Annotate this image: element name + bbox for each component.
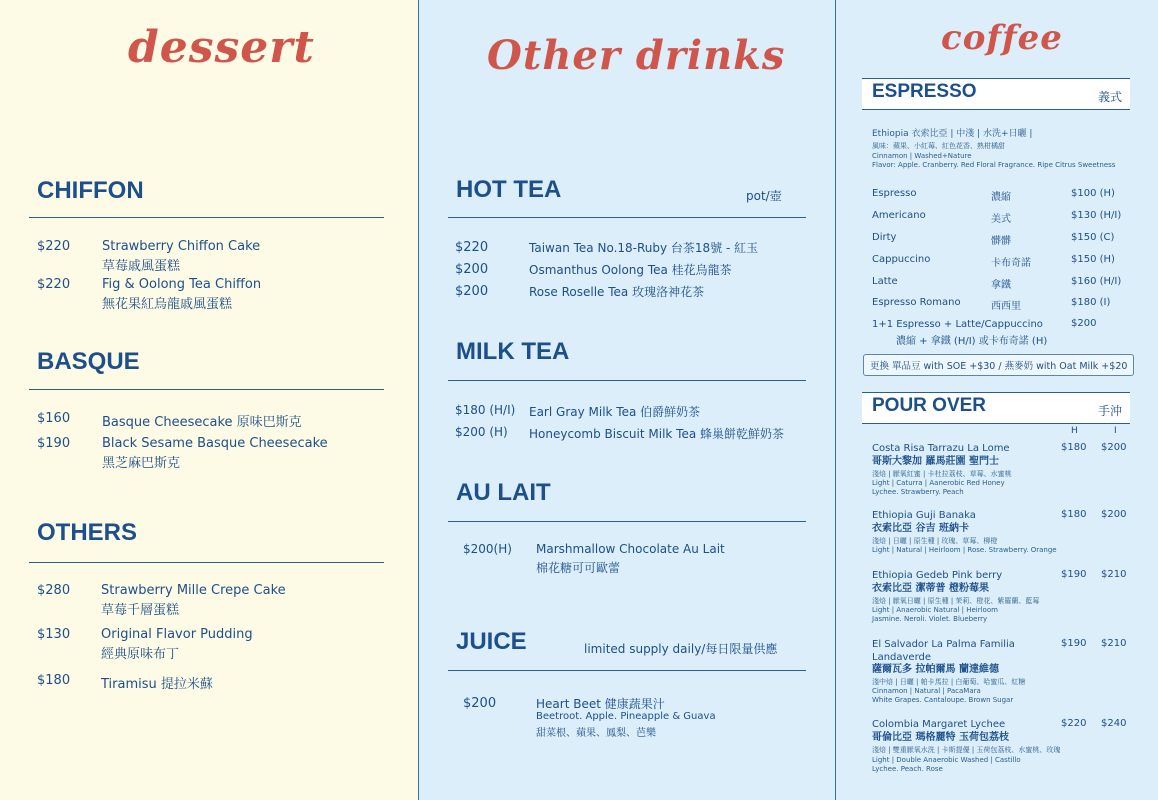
col-hot-header: H: [1071, 426, 1078, 436]
item-price: $220: [37, 239, 71, 254]
pour-over-item-detail: Jasmine. Neroli. Violet. Blueberry: [872, 615, 988, 623]
pour-over-item-detail: Light | Caturra | Aanerobic Red Honey: [872, 479, 1005, 487]
item-price: $280: [37, 583, 71, 598]
item-price: $220: [455, 240, 489, 255]
other-drinks-panel: [418, 0, 835, 800]
section-heading-espresso: ESPRESSO: [872, 81, 977, 102]
item-name: Original Flavor Pudding: [101, 627, 253, 642]
pour-over-item-detail: 淺焙 | 厭氧日曬 | 原生種 | 茉莉、橙花、紫羅蘭、藍莓: [872, 597, 1040, 605]
item-name: Earl Gray Milk Tea 伯爵鮮奶茶: [529, 405, 701, 419]
espresso-item-zh: 濃縮: [991, 192, 1011, 203]
espresso-heading-zh: 義式: [1098, 90, 1123, 104]
pour-over-item-detail: White Grapes. Cantaloupe. Brown Sugar: [872, 696, 1014, 704]
pour-over-item-zh: 衣索比亞 潔蒂普 橙粉莓果: [872, 583, 989, 594]
pour-over-item-name: Costa Risa Tarrazu La Lome: [872, 443, 1010, 454]
item-name: Basque Cheesecake 原味巴斯克: [102, 415, 302, 430]
item-name: Osmanthus Oolong Tea 桂花烏龍茶: [529, 263, 732, 277]
item-name-zh: 黑芝麻巴斯克: [102, 456, 181, 471]
dessert-title: dessert: [128, 22, 315, 73]
pour-over-item-zh: 哥斯大黎加 羅馬莊園 聖門士: [872, 456, 999, 467]
combo-zh: 濃縮 + 拿鐵 (H/I) 或卡布奇諾 (H): [896, 336, 1048, 347]
pour-over-item-detail: Light | Double Anaerobic Washed | Castillo: [872, 756, 1021, 764]
item-price: $160: [37, 411, 71, 426]
item-name-zh: 棉花糖可可歐蕾: [536, 561, 621, 575]
section-heading-pour-over: POUR OVER: [872, 395, 987, 416]
item-name: Strawberry Chiffon Cake: [102, 239, 261, 254]
item-name-zh: 經典原味布丁: [101, 647, 180, 662]
pour-over-item-detail: Cinnamon | Natural | PacaMara: [872, 687, 981, 695]
pour-over-price-hot: $220: [1061, 718, 1087, 729]
item-name-zh: 甜菜根、蘋果、鳳梨、芭樂: [536, 728, 656, 739]
pour-over-price-iced: $200: [1101, 442, 1127, 453]
section-heading-basque: BASQUE: [37, 348, 140, 375]
espresso-item-price: $130 (H/I): [1071, 210, 1122, 221]
espresso-item-price: $150 (H): [1071, 254, 1115, 265]
section-heading-hot-tea: HOT TEA: [456, 176, 562, 203]
espresso-item-zh: 拿鐵: [991, 280, 1011, 291]
pour-over-price-hot: $180: [1061, 442, 1087, 453]
juice-note: limited supply daily/每日限量供應: [584, 642, 778, 656]
espresso-item-name: Espresso: [872, 188, 917, 199]
pour-over-price-hot: $180: [1061, 509, 1087, 520]
divider: [29, 562, 384, 563]
espresso-item-price: $100 (H): [1071, 188, 1115, 199]
hot-tea-note: pot/壺: [746, 189, 782, 203]
item-name: Rose Roselle Tea 玫瑰洛神花茶: [529, 285, 705, 299]
divider: [448, 670, 806, 671]
item-name: Honeycomb Biscuit Milk Tea 蜂巢餅乾鮮奶茶: [529, 427, 785, 441]
item-name: Fig & Oolong Tea Chiffon: [102, 277, 262, 292]
divider: [448, 521, 806, 522]
espresso-item-price: $160 (H/I): [1071, 276, 1122, 287]
col-iced-header: I: [1114, 426, 1117, 436]
espresso-item-zh: 髒髒: [991, 236, 1011, 247]
item-name: Black Sesame Basque Cheesecake: [102, 436, 328, 451]
section-heading-milk-tea: MILK TEA: [456, 338, 570, 365]
divider: [29, 217, 384, 218]
pour-over-item-detail: 淺焙 | 厭氧紅蜜 | 卡杜拉荔枝、草莓、水蜜桃: [872, 470, 1012, 478]
item-name: Strawberry Mille Crepe Cake: [101, 583, 286, 598]
pour-over-item-zh: 哥倫比亞 瑪格麗特 玉荷包荔枝: [872, 732, 1009, 743]
espresso-item-zh: 卡布奇諾: [991, 258, 1031, 269]
pour-over-item-name: Colombia Margaret Lychee: [872, 719, 1006, 730]
item-name-zh: 無花果紅烏龍戚風蛋糕: [102, 297, 233, 312]
item-price: $200: [455, 284, 489, 299]
espresso-item-price: $180 (I): [1071, 297, 1111, 308]
pour-over-item-detail: Lychee. Strawberry. Peach: [872, 488, 964, 496]
item-price: $200 (H): [455, 425, 508, 439]
pour-over-price-iced: $200: [1101, 509, 1127, 520]
espresso-item-name: Latte: [872, 276, 898, 287]
pour-over-item-name: Ethiopia Guji Banaka: [872, 510, 976, 521]
item-price: $220: [37, 277, 71, 292]
pour-over-item-name: Ethiopia Gedeb Pink berry: [872, 570, 1003, 581]
item-name: Heart Beet 健康蔬果汁: [536, 697, 665, 711]
item-name: Tiramisu 提拉米蘇: [101, 677, 213, 692]
pour-over-item-detail: 淺焙 | 日曬 | 原生種 | 玫瑰、草莓、柳橙: [872, 537, 998, 545]
pour-over-item-detail: Light | Natural | Heirloom | Rose. Strawberry. Orange: [872, 546, 1057, 554]
item-price: $130: [37, 627, 71, 642]
espresso-item-name: Cappuccino: [872, 254, 931, 265]
item-name: Taiwan Tea No.18-Ruby 台茶18號 - 紅玉: [529, 241, 759, 255]
item-price: $200(H): [463, 542, 512, 556]
item-desc: Beetroot. Apple. Pineapple & Guava: [536, 711, 716, 722]
pour-over-item-detail: Lychee. Peach. Rose: [872, 765, 943, 773]
item-price: $200: [463, 696, 497, 711]
divider: [29, 389, 384, 390]
combo-price: $200: [1071, 318, 1097, 329]
pour-over-price-hot: $190: [1061, 638, 1087, 649]
pour-over-item-zh: 薩爾瓦多 拉帕爾馬 蘭達維德: [872, 664, 999, 675]
dessert-panel: [0, 0, 418, 800]
espresso-item-zh: 西西里: [991, 301, 1021, 312]
coffee-panel: [835, 0, 1158, 800]
upgrade-note: 更換 單品豆 with SOE +$30 / 燕麥奶 with Oat Milk +$20: [863, 354, 1134, 376]
espresso-item-name: Dirty: [872, 232, 897, 243]
pour-over-item-detail: 淺焙 | 雙重厭氧水洗 | 卡斯提優 | 玉荷包荔枝、水蜜桃、玫瑰: [872, 746, 1061, 754]
espresso-item-name: Americano: [872, 210, 926, 221]
section-heading-chiffon: CHIFFON: [37, 177, 144, 204]
pour-over-price-iced: $210: [1101, 569, 1127, 580]
pour-over-item-detail: Light | Anaerobic Natural | Heirloom: [872, 606, 998, 614]
pour-over-item-name: El Salvador La Palma Familia Landaverde: [872, 639, 1015, 663]
espresso-item-price: $150 (C): [1071, 232, 1115, 243]
drinks-title: Other drinks: [487, 32, 786, 79]
combo-name: 1+1 Espresso + Latte/Cappuccino: [872, 319, 1043, 330]
espresso-bean-flavor-zh: 風味：蘋果、小紅莓、紅色花香、熟柑橘甜: [872, 142, 1005, 150]
section-heading-others: OTHERS: [37, 519, 138, 546]
coffee-title: coffee: [941, 18, 1063, 58]
espresso-item-name: Espresso Romano: [872, 297, 961, 308]
divider: [448, 217, 806, 218]
item-name-zh: 草莓千層蛋糕: [101, 603, 180, 618]
item-name-zh: 草莓戚風蛋糕: [102, 259, 181, 274]
item-name: Marshmallow Chocolate Au Lait: [536, 542, 725, 556]
pour-over-price-iced: $210: [1101, 638, 1127, 649]
item-price: $180: [37, 673, 71, 688]
section-heading-au-lait: AU LAIT: [456, 479, 551, 506]
divider: [448, 380, 806, 381]
espresso-bean-flavor: Flavor: Apple. Cranberry. Red Floral Fragrance. Ripe Citrus Sweetness: [872, 161, 1116, 169]
item-price: $180 (H/I): [455, 403, 516, 417]
espresso-item-zh: 美式: [991, 214, 1011, 225]
espresso-bean-process: Cinnamon | Washed+Nature: [872, 152, 972, 160]
pour-over-price-hot: $190: [1061, 569, 1087, 580]
pour-over-heading-zh: 手沖: [1098, 404, 1123, 418]
espresso-bean-line: Ethiopia 衣索比亞 | 中淺 | 水洗+日曬 |: [872, 129, 1033, 139]
item-price: $190: [37, 436, 71, 451]
section-heading-juice: JUICE: [456, 628, 527, 655]
pour-over-price-iced: $240: [1101, 718, 1127, 729]
pour-over-item-detail: 淺中焙 | 日曬 | 帕卡馬拉 | 白葡萄、哈蜜瓜、紅糖: [872, 678, 1026, 686]
item-price: $200: [455, 262, 489, 277]
pour-over-item-zh: 衣索比亞 谷吉 班納卡: [872, 523, 969, 534]
